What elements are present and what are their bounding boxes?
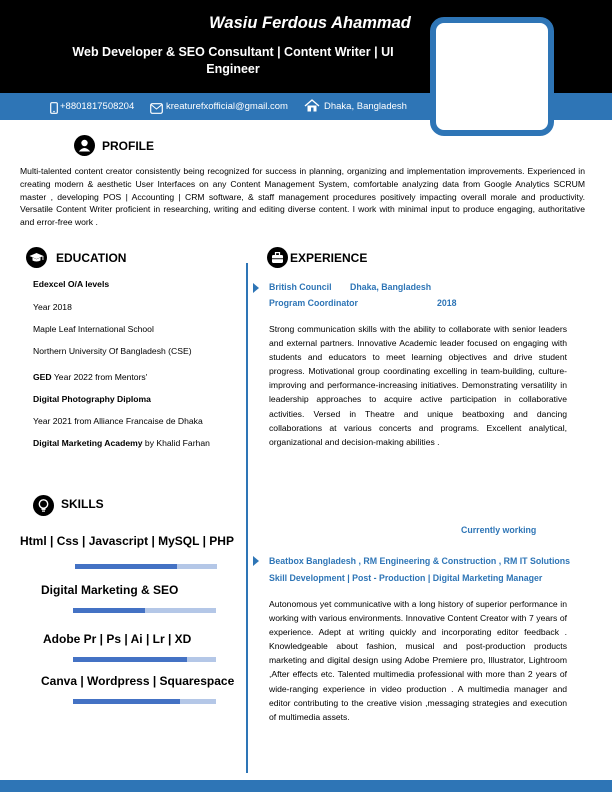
home-icon — [304, 99, 320, 117]
job1-description: Strong communication skills with the ability to collaborate with senior leaders and external partners. Innovative Academic leader focused on engaging with students and educators to meet learning objectives and drive student progress. Motivational group coordinating excelling in team-building, culture-improving and performance-increasing initiatives. Demonstrating versatility in leadership approaches to acquire active participation in collaborative activities. Versed in Theatre and unique beatboxing and dancing collaborations at various concerts and programs. Excellent analytical, organizational and decision-making abilities . — [269, 324, 567, 447]
profile-summary: Multi-talented content creator consistently being recognized for success in planning, organizing and implementation improvements. Experienced in creating modern & aesthetic User Interfaces on any Content Management System, comfortable analyzing data from Google Analytics SCRUM master , developing POS | Accounting | CRM software, & staff management procedures positively impacting overall morale and productivity. Versatile Content Writer proficient in researching, writing and editing diverse content. I work with minimal input to produce engaging, authoritative and error-free work . — [20, 166, 585, 228]
job1-company: British Council — [269, 282, 332, 292]
timeline-marker — [253, 556, 259, 566]
skills-heading: SKILLS — [61, 497, 104, 511]
edu-university: Northern University Of Bangladesh (CSE) — [33, 346, 192, 356]
edu-alliance: Year 2021 from Alliance Francaise de Dhaka — [33, 416, 203, 426]
briefcase-icon — [267, 247, 288, 268]
skill-label: Adobe Pr | Ps | Ai | Lr | XD — [43, 632, 192, 646]
skill-label: Digital Marketing & SEO — [41, 583, 179, 597]
skill-label: Html | Css | Javascript | MySQL | PHP — [20, 534, 234, 548]
experience-heading: EXPERIENCE — [290, 251, 368, 265]
edu-ged — [33, 372, 147, 382]
skill-bar-fill — [73, 699, 180, 704]
person-icon — [74, 135, 95, 156]
graduation-cap-icon — [26, 247, 47, 268]
skill-bar — [73, 608, 216, 613]
edu-dma-detail: by Khalid Farhan — [142, 438, 210, 448]
skill-bar-fill — [73, 608, 145, 613]
skill-bar — [75, 564, 217, 569]
job2-description: Autonomous yet communicative with a long history of superior performance in working with various environments. Innovative Content Creator with 7 years of experience. Adept at writing quickly and incorporating editor feedback . Knowledgeable about fashion, musical and post-production products marketing and digital design using Adobe Premiere pro, Illustrator, Lightroom ,After effects etc. Talented multimedia professional with more than 2 years of wide-ranging experience in video production . A multimedia manager and editor contributing to the creative vision ,messaging strategies and execution of multimedia assets. — [269, 599, 567, 722]
edu-ged-detail: Year 2022 from Mentors' — [51, 372, 148, 382]
job1-location: Dhaka, Bangladesh — [350, 282, 432, 292]
timeline-marker — [253, 283, 259, 293]
profile-heading: PROFILE — [102, 139, 155, 153]
job1-year: 2018 — [437, 298, 457, 308]
candidate-title: Web Developer & SEO Consultant | Content Writer | UI Engineer — [72, 45, 394, 76]
skill-bar — [73, 657, 216, 662]
job1-role: Program Coordinator — [269, 298, 358, 308]
footer-band — [0, 780, 612, 792]
location: Dhaka, Bangladesh — [324, 101, 407, 112]
skill-bar-fill — [75, 564, 177, 569]
phone-icon — [50, 101, 58, 119]
edu-dma-label: Digital Marketing Academy — [33, 438, 143, 448]
timeline-line — [246, 263, 248, 773]
phone-number[interactable]: +8801817508204 — [60, 101, 135, 112]
skill-bar — [73, 699, 216, 704]
job2-role: Skill Development | Post - Production | Digital Marketing Manager — [269, 573, 543, 583]
edu-photo-diploma: Digital Photography Diploma — [33, 394, 151, 404]
job2-company: Beatbox Bangladesh , RM Engineering & Construction , RM IT Solutions — [269, 556, 571, 566]
email-address[interactable]: kreaturefxofficial@gmail.com — [166, 101, 288, 112]
edu-school: Maple Leaf International School — [33, 324, 154, 334]
lightbulb-icon — [33, 495, 54, 516]
education-heading: EDUCATION — [56, 251, 127, 265]
profile-photo-frame — [430, 17, 554, 136]
edu-year-2018: Year 2018 — [33, 302, 72, 312]
job2-status: Currently working — [461, 525, 537, 535]
edu-dma — [33, 438, 210, 448]
candidate-name: Wasiu Ferdous Ahammad — [209, 14, 411, 32]
edu-ged-label: GED — [33, 372, 52, 382]
skill-bar-fill — [73, 657, 187, 662]
edu-olevels: Edexcel O/A levels — [33, 279, 110, 289]
email-icon — [150, 101, 163, 119]
skill-label: Canva | Wordpress | Squarespace — [41, 674, 235, 688]
